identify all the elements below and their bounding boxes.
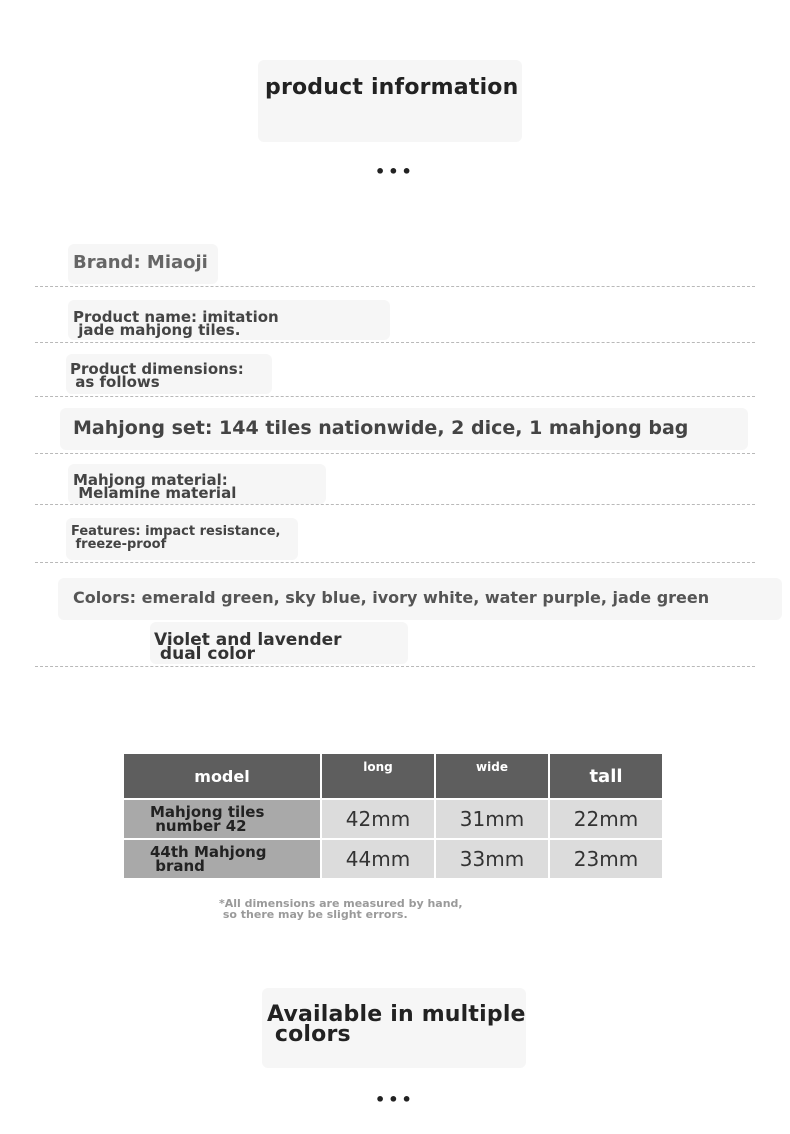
cell-model: Mahjong tiles number 42 bbox=[123, 799, 321, 839]
features-text: Features: impact resistance, freeze-proof bbox=[71, 524, 281, 552]
decorative-dots: ••• bbox=[375, 1090, 415, 1109]
measurement-note: *All dimensions are measured by hand, so there may be slight errors. bbox=[219, 897, 463, 921]
cell-long: 42mm bbox=[321, 799, 435, 839]
divider bbox=[35, 342, 755, 343]
colors-text: Colors: emerald green, sky blue, ivory white, water purple, jade green bbox=[73, 588, 710, 607]
cell-long: 44mm bbox=[321, 839, 435, 879]
cell-tall: 22mm bbox=[549, 799, 663, 839]
table-row bbox=[123, 799, 663, 839]
product-name-text: Product name: imitation jade mahjong tiles. bbox=[73, 308, 279, 339]
material-text: Mahjong material: Melamine material bbox=[73, 471, 237, 502]
table-row bbox=[123, 839, 663, 879]
divider bbox=[35, 666, 755, 667]
dimensions-table bbox=[122, 752, 664, 880]
brand-text: Brand: Miaoji bbox=[73, 252, 208, 273]
page-title: product information bbox=[265, 75, 519, 100]
table-header-row bbox=[123, 753, 663, 799]
cell-wide: 33mm bbox=[435, 839, 549, 879]
header-model: model bbox=[123, 753, 321, 799]
mahjong-set-text: Mahjong set: 144 tiles nationwide, 2 dice, 1 mahjong bag bbox=[73, 417, 689, 439]
footer-title: Available in multiple colors bbox=[267, 1002, 526, 1047]
divider bbox=[35, 504, 755, 505]
cell-wide: 31mm bbox=[435, 799, 549, 839]
divider bbox=[35, 396, 755, 397]
dimensions-text: Product dimensions: as follows bbox=[70, 360, 244, 391]
dual-color-text: Violet and lavender dual color bbox=[154, 630, 342, 665]
divider bbox=[35, 286, 755, 287]
header-long: long bbox=[321, 753, 435, 799]
cell-tall: 23mm bbox=[549, 839, 663, 879]
decorative-dots: ••• bbox=[375, 162, 415, 181]
cell-model: 44th Mahjong brand bbox=[123, 839, 321, 879]
header-tall: tall bbox=[549, 753, 663, 799]
title-backdrop bbox=[258, 60, 522, 142]
header-wide: wide bbox=[435, 753, 549, 799]
divider bbox=[35, 453, 755, 454]
divider bbox=[35, 562, 755, 563]
